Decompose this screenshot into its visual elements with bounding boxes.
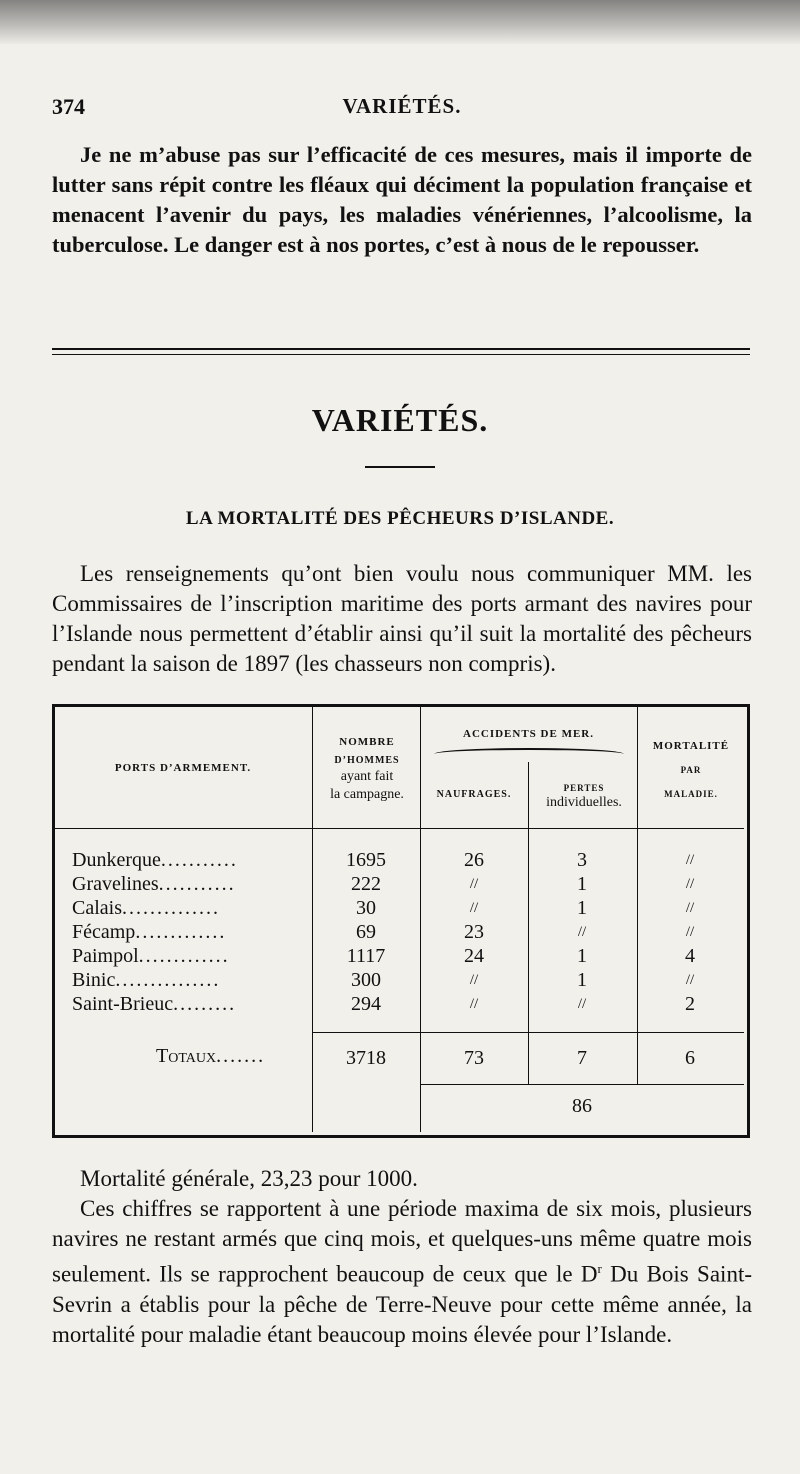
header-pertes-2: individuelles.	[546, 795, 622, 810]
col-rule	[420, 706, 421, 1132]
naufrages-value: //	[469, 996, 479, 1012]
port-name: Calais	[72, 897, 122, 919]
hommes-value: 222	[351, 873, 381, 895]
scan-edge-shadow	[0, 0, 800, 44]
pertes-value: 1	[577, 873, 587, 895]
header-mortalite-3: MALADIE.	[664, 789, 718, 799]
naufrages-value: //	[469, 900, 479, 916]
hommes-value: 30	[356, 897, 376, 919]
header-hommes-2: D’HOMMES	[334, 755, 400, 766]
page-number: 374	[52, 94, 85, 119]
header-rule	[54, 828, 744, 829]
header-mortalite-2: PAR	[680, 765, 702, 775]
pertes-value: //	[577, 924, 587, 940]
totals-rule	[312, 1032, 744, 1033]
header-hommes-1: NOMBRE	[339, 736, 395, 748]
closing-text	[52, 1164, 752, 1350]
grand-total-rule	[420, 1084, 744, 1085]
hommes-value: 1695	[346, 849, 386, 871]
mortality-table	[52, 704, 750, 1138]
col-rule	[528, 762, 529, 1084]
closing-paragraph	[52, 1194, 752, 1350]
pertes-value: 1	[577, 969, 587, 991]
pertes-value: 1	[577, 945, 587, 967]
total-pertes: 7	[577, 1047, 587, 1069]
naufrages-value: //	[469, 972, 479, 988]
header-pertes-1: PERTES	[563, 783, 605, 793]
grand-total: 86	[572, 1095, 592, 1117]
article-title: LA MORTALITÉ DES PÊCHEURS D’ISLANDE.	[185, 508, 615, 529]
mortality-line: Mortalité générale, 23,23 pour 1000.	[80, 1166, 418, 1191]
hommes-value: 69	[356, 921, 376, 943]
maladie-value: //	[685, 900, 695, 916]
pertes-value: 3	[577, 849, 587, 871]
hommes-value: 1117	[346, 945, 386, 967]
page-header	[52, 94, 752, 124]
maladie-value: //	[685, 876, 695, 892]
naufrages-value: 23	[464, 921, 484, 943]
hommes-value: 294	[351, 993, 381, 1015]
total-hommes: 3718	[346, 1047, 386, 1069]
maladie-value: //	[685, 972, 695, 988]
closing-paragraph-b: Du Bois Saint-Sevrin a établis pour la pêche de Terre-Neuve pour cette même année, la mortalité pour maladie étant beaucoup moins élevée pour l’Islande.	[52, 1261, 752, 1347]
closing-sup: r	[597, 1261, 602, 1276]
maladie-value: 4	[685, 945, 695, 967]
header-naufrages: NAUFRAGES.	[436, 789, 512, 800]
leader-dots: .............	[135, 921, 227, 943]
title-underline	[365, 466, 435, 468]
port-name: Fécamp	[72, 921, 136, 943]
header-mortalite-1: MORTALITÉ	[652, 740, 730, 752]
total-maladie: 6	[685, 1047, 695, 1069]
section-title: VARIÉTÉS.	[311, 402, 489, 438]
total-naufrages: 73	[464, 1047, 484, 1069]
leader-dots: .............	[138, 945, 230, 967]
port-name: Paimpol	[72, 945, 139, 967]
section-divider	[52, 348, 750, 355]
header-accidents: ACCIDENTS DE MER.	[463, 728, 594, 740]
closing-paragraph-a: Ces chiffres se rapportent à une période maxima de six mois, plusieurs navires ne restant armés que cinq mois, et quelques-uns même quatre mois seulement. Ils se rapprochent beaucoup de ceux que le D	[52, 1196, 752, 1287]
header-brace	[434, 748, 624, 754]
maladie-value: //	[685, 852, 695, 868]
naufrages-value: 26	[464, 849, 484, 871]
naufrages-value: 24	[464, 945, 484, 967]
pertes-value: 1	[577, 897, 587, 919]
leader-dots: ...........	[160, 849, 238, 871]
header-ports: PORTS D’ARMEMENT.	[114, 762, 252, 774]
port-name: Gravelines	[72, 873, 159, 895]
hommes-value: 300	[351, 969, 381, 991]
naufrages-value: //	[469, 876, 479, 892]
header-hommes-3: ayant fait	[340, 769, 394, 784]
pertes-value: //	[577, 996, 587, 1012]
leader-dots: .........	[173, 993, 237, 1015]
article-intro: Les renseignements qu’ont bien voulu nous communiquer MM. les Commissaires de l’inscription maritime des ports armant des navires pour l’Islande nous permettent d’établir ainsi qu’il suit la mortalité des pêcheurs pendant la saison de 1897 (les chasseurs non compris).	[52, 561, 752, 676]
col-rule	[312, 706, 313, 1132]
header-hommes-4: la campagne.	[330, 787, 404, 802]
port-name: Dunkerque	[72, 849, 161, 871]
port-name: Saint-Brieuc	[72, 993, 174, 1015]
leader-dots: .......	[216, 1045, 266, 1067]
leader-dots: ...........	[158, 873, 236, 895]
maladie-value: 2	[685, 993, 695, 1015]
leader-dots: ...............	[115, 969, 221, 991]
leader-dots: ..............	[122, 897, 220, 919]
totals-label: Totaux	[156, 1045, 217, 1067]
intro-paragraph: Je ne m’abuse pas sur l’efficacité de ces mesures, mais il importe de lutter sans répit contre les fléaux qui déciment la population française et menacent l’avenir du pays, les maladies vénériennes, l’alcoolisme, la tuberculose. Le danger est à nos portes, c’est à nous de le repousser.	[52, 142, 752, 257]
port-name: Binic	[72, 969, 116, 991]
running-head: VARIÉTÉS.	[342, 94, 462, 118]
maladie-value: //	[685, 924, 695, 940]
col-rule	[637, 706, 638, 1084]
